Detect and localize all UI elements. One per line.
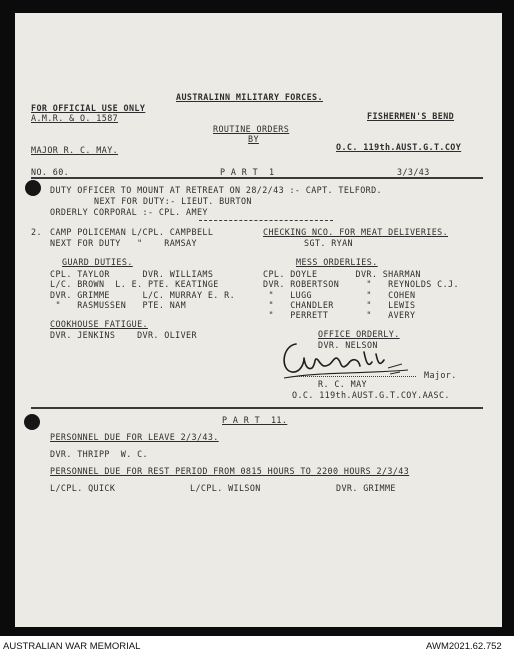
major-name: MAJOR R. C. MAY. (31, 145, 119, 155)
rest-name: L/CPL. QUICK (50, 483, 116, 493)
document-title: AUSTRALINN MILITARY FORCES. (176, 92, 323, 102)
signature-line (296, 376, 416, 377)
order-number: NO. 60. (31, 167, 70, 177)
rest-name: L/CPL. WILSON (190, 483, 261, 493)
archive-credit: AUSTRALIAN WAR MEMORIAL (3, 641, 141, 652)
by-label: BY (248, 134, 259, 144)
signature-rank: Major. (424, 370, 457, 380)
location-label: FISHERMEN'S BEND (367, 111, 455, 121)
checking-nco-name: SGT. RYAN (304, 238, 353, 248)
order-date: 3/3/43 (397, 167, 430, 177)
punch-hole-bottom (24, 414, 40, 430)
routine-orders-heading: ROUTINE ORDERS (213, 124, 290, 134)
amr-reference: A.M.R. & O. 1587 (31, 113, 119, 123)
part-two-heading: P A R T 11. (222, 415, 288, 425)
punch-hole-top (25, 180, 41, 196)
signature-name: R. C. MAY (318, 379, 367, 389)
archive-reference: AWM2021.62.752 (426, 641, 502, 652)
item-two-number: 2. (31, 227, 42, 237)
leave-name: DVR. THRIPP W. C. (50, 449, 148, 459)
office-orderly-name: DVR. NELSON (318, 340, 378, 350)
cookhouse-names: DVR. JENKINS DVR. OLIVER (50, 330, 197, 340)
mess-orderlies-title: MESS ORDERLIES. (296, 257, 378, 267)
orderly-corporal-line: ORDERLY CORPORAL :- CPL. AMEY (50, 207, 208, 217)
guard-row: DVR. GRIMME L/C. MURRAY E. R. (50, 290, 236, 300)
leave-title: PERSONNEL DUE FOR LEAVE 2/3/43. (50, 432, 219, 442)
next-duty-line: NEXT FOR DUTY:- LIEUT. BURTON (94, 196, 252, 206)
mess-row: " CHANDLER " LEWIS (263, 300, 416, 310)
part-one-label: P A R T 1 (220, 167, 275, 177)
official-use-label: FOR OFFICIAL USE ONLY (31, 103, 146, 113)
mess-row: " PERRETT " AVERY (263, 310, 416, 320)
checking-nco-title: CHECKING NCO. FOR MEAT DELIVERIES. (263, 227, 449, 237)
mess-row: " LUGG " COHEN (263, 290, 416, 300)
rest-period-title: PERSONNEL DUE FOR REST PERIOD FROM 0815 HOURS TO 2200 HOURS 2/3/43 (50, 466, 410, 476)
duty-officer-line: DUTY OFFICER TO MOUNT AT RETREAT ON 28/2/43 :- CAPT. TELFORD. (50, 185, 382, 195)
header-rule (31, 177, 483, 179)
guard-row: " RASMUSSEN PTE. NAM (50, 300, 187, 310)
signature-unit: O.C. 119th.AUST.G.T.COY.AASC. (292, 390, 450, 400)
section-divider (199, 220, 333, 221)
mess-row: DVR. ROBERTSON " REYNOLDS C.J. (263, 279, 459, 289)
rest-name: DVR. GRIMME (336, 483, 396, 493)
guard-duties-title: GUARD DUTIES. (62, 257, 133, 267)
guard-row: CPL. TAYLOR DVR. WILLIAMS (50, 269, 214, 279)
guard-row: L/C. BROWN L. E. PTE. KEATINGE (50, 279, 219, 289)
camp-next-duty-line: NEXT FOR DUTY " RAMSAY (50, 238, 197, 248)
part-one-end-rule (31, 407, 483, 409)
mess-row: CPL. DOYLE DVR. SHARMAN (263, 269, 421, 279)
office-orderly-title: OFFICE ORDERLY. (318, 329, 400, 339)
camp-policeman-line: CAMP POLICEMAN L/CPL. CAMPBELL (50, 227, 214, 237)
cookhouse-title: COOKHOUSE FATIGUE. (50, 319, 148, 329)
unit-label: O.C. 119th.AUST.G.T.COY (336, 142, 462, 152)
